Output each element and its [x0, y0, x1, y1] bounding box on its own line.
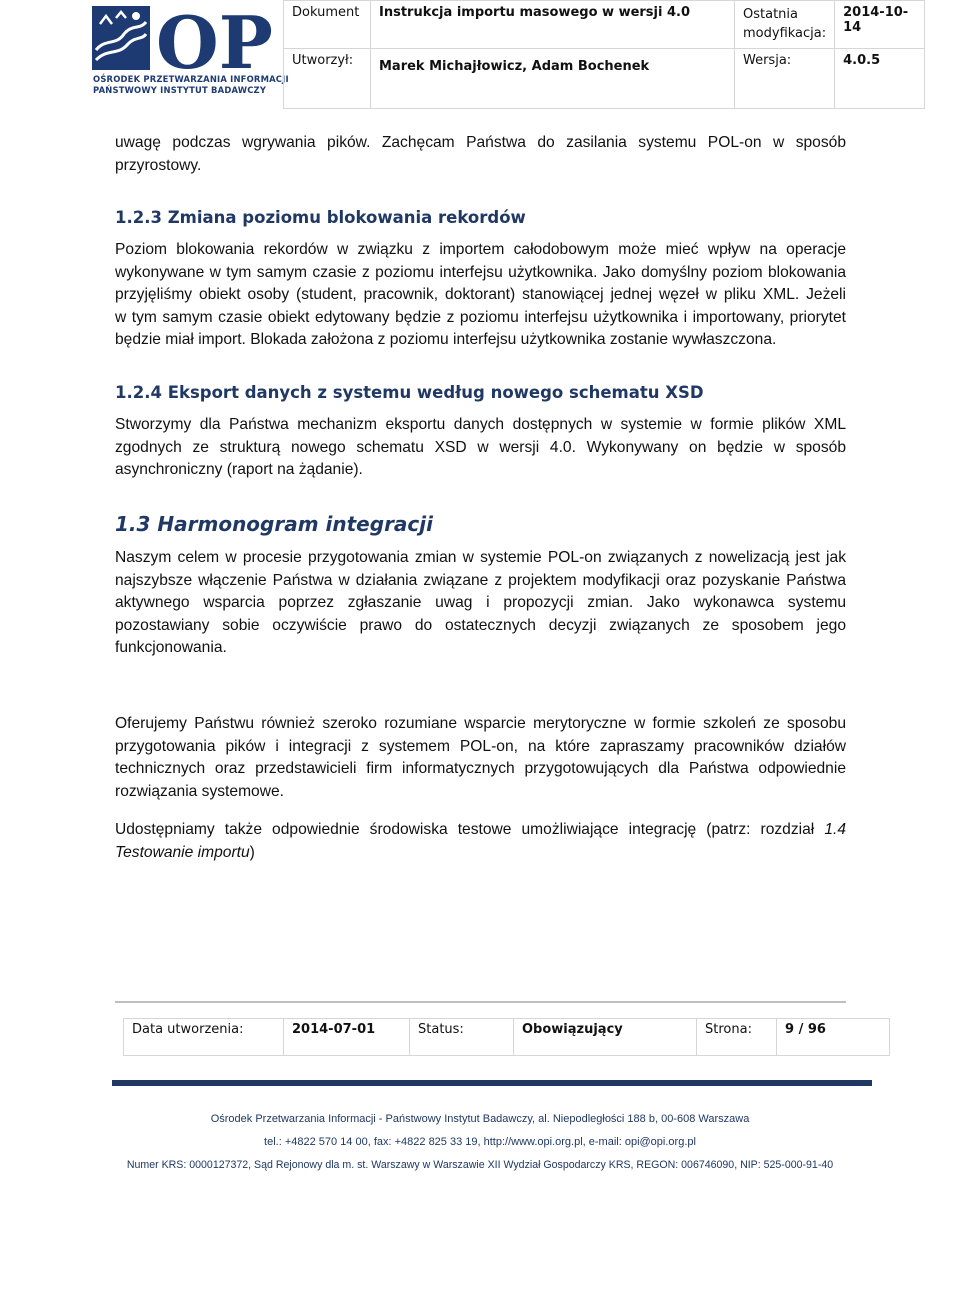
- text-line: technicznych oraz przedstawicieli firm informatycznych przygotowujących dla Państwa odpowiednie: [115, 760, 846, 777]
- ostatnia-modyfikacja-label: [735, 1, 835, 49]
- ostatnia-label-line-2: modyfikacja:: [743, 26, 827, 41]
- text-line: aktywnego wsparcia poprzez zgłaszanie uwag i propozycji zmian. Jako wykonawca systemu: [115, 594, 846, 611]
- utworzyl-value: Marek Michajłowicz, Adam Bochenek: [371, 49, 735, 109]
- status-value: Obowiązujący: [514, 1019, 697, 1056]
- text-line: rozwiązania systemowe.: [115, 782, 284, 800]
- text-line: najszybsze włączenie Państwa w działania związane z projektem modyfikacji oraz pozyskanie Państwa: [115, 571, 846, 589]
- cross-reference-link[interactable]: Testowanie importu: [115, 843, 250, 861]
- status-label: Status:: [410, 1019, 514, 1056]
- heading-1-3: 1.3 Harmonogram integracji: [115, 512, 433, 536]
- text-line: będzie miał import. Blokada założona z poziomu interfejsu użytkownika zostanie wywłaszczona.: [115, 331, 777, 348]
- text-line: asynchroniczny (raport na żądanie).: [115, 461, 363, 478]
- text-line: pozostawiany sobie oczywiście prawo do ostatecznych decyzji związanych ze sposobem jego: [115, 616, 846, 634]
- paragraph-srodowiska: [115, 819, 846, 864]
- text-line: przyjęliśmy obiekt osoby (student, pracownik, doktorant) stanowiącej jednej węzeł w pliku XML. Jeżeli: [115, 286, 846, 303]
- cross-reference-link[interactable]: 1.4: [824, 821, 846, 838]
- text-line: funkcjonowania.: [115, 639, 227, 656]
- dokument-value: Instrukcja importu masowego w wersji 4.0: [371, 1, 735, 49]
- paragraph-eksport: [115, 414, 846, 482]
- text-line: w tym samym czasie obiekt edytowany będzie z poziomu interfejsu użytkownika i importowany, priorytet: [115, 308, 846, 326]
- wersja-label: Wersja:: [735, 49, 835, 109]
- opi-logo: [90, 4, 289, 100]
- footer-contact: tel.: +4822 570 14 00, fax: +4822 825 33 19, http://www.opi.org.pl, e-mail: opi@opi.org.pl: [264, 1136, 696, 1148]
- dokument-label: Dokument: [284, 1, 371, 49]
- page-label: Strona:: [697, 1019, 777, 1056]
- footer-blue-bar: [112, 1080, 872, 1086]
- footer-registration: Numer KRS: 0000127372, Sąd Rejonowy dla m. st. Warszawy w Warszawie XII Wydział Gospodarczy KRS, REGON: 006746090, NIP: 525-000-91-40: [126, 1159, 834, 1171]
- text-line: uwagę podczas wgrywania pików. Zachęcam Państwa do zasilania systemu POL-on w sposób: [115, 134, 846, 151]
- ostatnia-label-line-1: Ostatnia: [743, 7, 798, 22]
- footer-table: [123, 1018, 890, 1056]
- logo-line-2: PAŃSTWOWY INSTYTUT BADAWCZY: [93, 85, 267, 95]
- utworzyl-label: Utworzył:: [284, 49, 371, 109]
- ostatnia-modyfikacja-value: 2014-10-14: [835, 1, 925, 49]
- text-line: zgodnych ze strukturą nowego schematu XSD w wersji 4.0. Wykonywany on będzie w sposób: [115, 438, 846, 456]
- created-value: 2014-07-01: [284, 1019, 410, 1056]
- footer-address: Ośrodek Przetwarzania Informacji - Państwowy Instytut Badawczy, al. Niepodległości 188 b, 00-608 Warszawa: [210, 1113, 750, 1125]
- header-table: [283, 0, 925, 109]
- opi-emblem-icon: [90, 4, 272, 76]
- text-line: Oferujemy Państwu również szeroko rozumiane wsparcie merytoryczne w formie szkoleń ze sposobu: [115, 715, 846, 732]
- paragraph-intro: [115, 132, 846, 177]
- page-number: 9 / 96: [777, 1019, 890, 1056]
- heading-1-2-4: 1.2.4 Eksport danych z systemu według nowego schematu XSD: [115, 383, 704, 402]
- text-line: przyrostowy.: [115, 156, 202, 174]
- text-span: ): [249, 843, 255, 861]
- svg-text:OPI: OP: [156, 4, 272, 76]
- text-span: Udostępniamy także odpowiednie środowiska testowe umożliwiające integrację (patrz: rozdział: [115, 821, 825, 838]
- paragraph-blokowanie: [115, 239, 846, 352]
- text-line: Poziom blokowania rekordów w związku z importem całodobowym może mieć wpływ na operacje: [115, 241, 846, 258]
- text-line: [115, 819, 846, 842]
- footer-divider: [115, 1001, 846, 1003]
- created-label: Data utworzenia:: [124, 1019, 284, 1056]
- text-line: [115, 842, 846, 865]
- wersja-value: 4.0.5: [835, 49, 925, 109]
- text-line: Naszym celem w procesie przygotowania zmian w systemie POL-on związanych z nowelizacją jest jak: [115, 549, 846, 566]
- logo-line-1: OŚRODEK PRZETWARZANIA INFORMACJI: [93, 74, 289, 84]
- paragraph-wsparcie: [115, 713, 846, 803]
- text-line: Stworzymy dla Państwa mechanizm eksportu danych dostępnych w systemie w formie plików XML: [115, 416, 846, 433]
- paragraph-harmonogram: [115, 547, 846, 660]
- heading-1-2-3: 1.2.3 Zmiana poziomu blokowania rekordów: [115, 208, 526, 227]
- text-line: wykonywane w tym samym czasie z poziomu interfejsu użytkownika. Jako domyślny poziom blokowania: [115, 263, 846, 281]
- text-line: przygotowania pików i integracji z systemem POL-on, na które zapraszamy pracowników działów: [115, 737, 846, 755]
